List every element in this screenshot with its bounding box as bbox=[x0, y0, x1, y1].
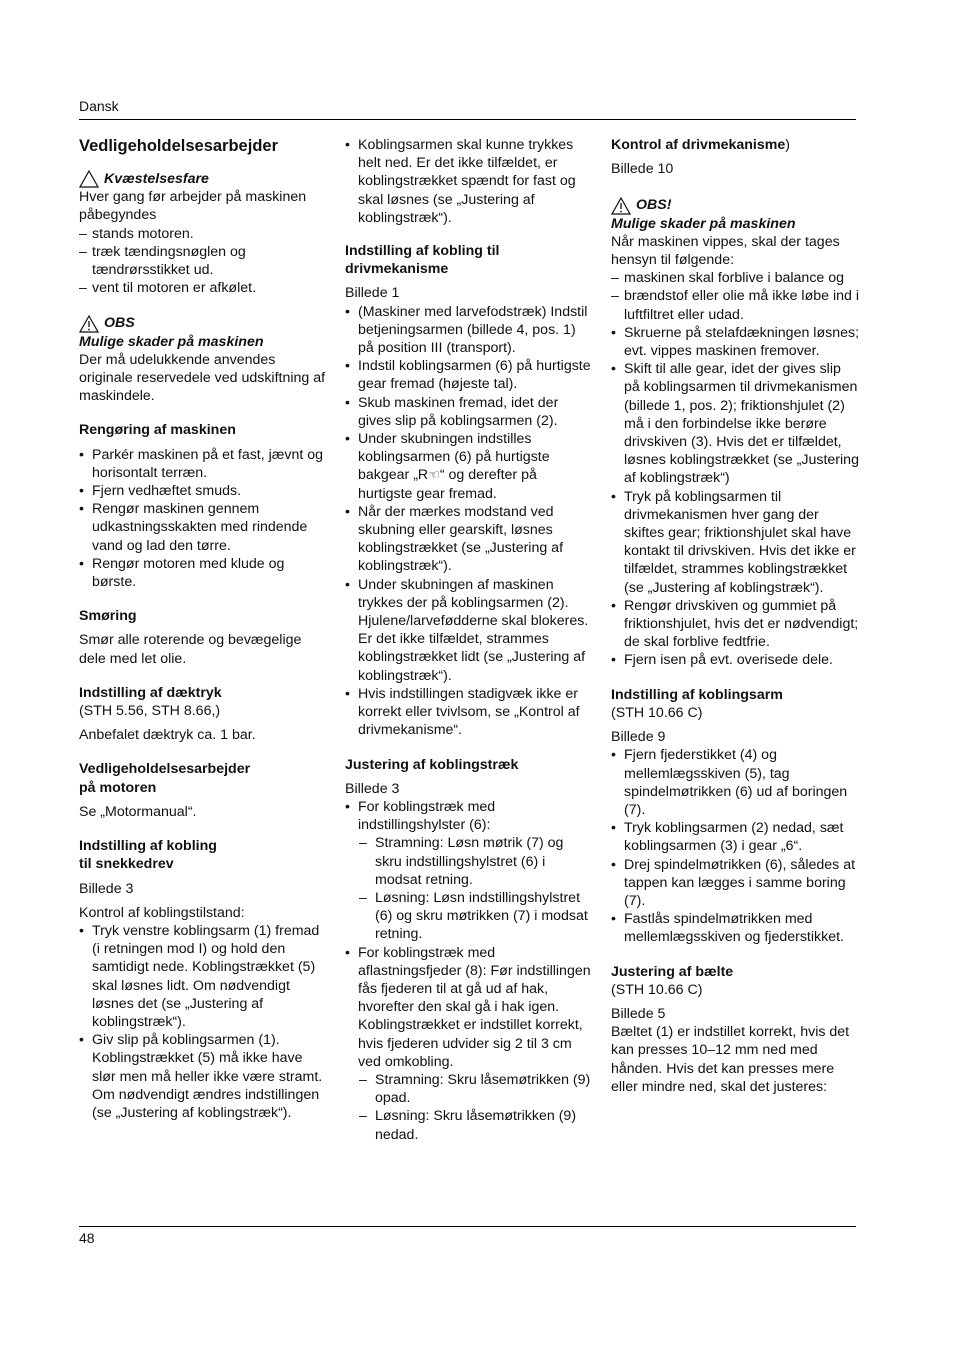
section-heading: Justering af bælte bbox=[611, 963, 734, 980]
list-item: – brændstof eller olie må ikke løbe ind i luftfiltret eller udad. bbox=[611, 287, 859, 323]
warning-triangle-icon bbox=[611, 197, 631, 215]
warning-intro: Hver gang før arbejder på maskinen påbegyndes bbox=[79, 189, 307, 224]
warning-label: OBS bbox=[104, 315, 135, 332]
warning-subtitle: Mulige skader på maskinen bbox=[79, 333, 264, 350]
list-item: • Skub maskinen fremad, idet der gives slip på koblingsarmen (2). bbox=[345, 394, 593, 430]
list-item bbox=[345, 798, 593, 944]
heading-suffix: ) bbox=[785, 137, 790, 153]
warning-injury bbox=[79, 170, 327, 188]
check-list bbox=[611, 324, 859, 670]
list-item: • Tryk på koblingsarmen til drivmekanismen hver gang der skiftes gear; friktionshjulet skal have kontakt til drivskiven. Hvis det ikke er tilfældet, strammes koblingstrækket (se „Justering af koblingstræk“). bbox=[611, 488, 859, 597]
paragraph: Se „Motormanual“. bbox=[79, 803, 197, 820]
section-heading: Smøring bbox=[79, 608, 137, 625]
warning-list bbox=[79, 225, 327, 298]
list-item: – stands motoren. bbox=[79, 225, 327, 243]
top-list bbox=[345, 136, 593, 227]
list-item: – vent til motoren er afkølet. bbox=[79, 279, 327, 297]
paragraph: Anbefalet dæktryk ca. 1 bar. bbox=[79, 727, 256, 744]
warning-triangle-icon bbox=[79, 170, 99, 188]
section-heading: Rengøring af maskinen bbox=[79, 422, 236, 439]
figure-reference: Billede 10 bbox=[611, 161, 674, 178]
list-item: • (Maskiner med larvefodstræk) Indstil betjeningsarmen (billede 4, pos. 1) på position III (transport). bbox=[345, 303, 593, 358]
list-item: • Når der mærkes modstand ved skubning eller gearskift, løsnes koblingstrækket (se „Justering af koblingstræk“). bbox=[345, 503, 593, 576]
warning-subtitle: Mulige skader på maskinen bbox=[611, 215, 796, 232]
list-item: • Fjern isen på evt. overisede dele. bbox=[611, 651, 859, 669]
item-text: For koblingstræk med aflastningsfjeder (8): Før indstillingen fås fjederen til at gå ud af hak, hvorefter den skal gå i hak igen. Koblingstrækket er indstillet korrekt, hvis fjederen udvider sig 2 til 3 cm ved omkobling. bbox=[358, 944, 591, 1070]
section-heading: Vedligeholdelsesarbejder bbox=[79, 761, 251, 778]
warning-obs bbox=[79, 314, 327, 332]
section-subheading: (STH 10.66 C) bbox=[611, 704, 703, 721]
section-heading-line bbox=[611, 136, 859, 154]
list-item: • Hvis indstillingen stadigvæk ikke er korrekt eller tvivlsom, se „Kontrol af drivmekanisme“. bbox=[345, 685, 593, 740]
list-item: • Rengør motoren med klude og børste. bbox=[79, 555, 327, 591]
list-item: • Skruerne på stelafdækningen løsnes; evt. vippes maskinen fremover. bbox=[611, 324, 859, 360]
warning-list bbox=[611, 269, 859, 324]
list-item: • Koblingsarmen skal kunne trykkes helt ned. Er det ikke tilfældet, er koblingstrækket spændt for fast og skal løsnes (se „Justering af koblingstræk“). bbox=[345, 136, 593, 227]
page-number: 48 bbox=[79, 1230, 95, 1246]
list-item: • Fjern fjederstikket (4) og mellemlægsskiven (5), tag spindelmøtrikken (6) ud af boringen (7). bbox=[611, 746, 859, 819]
arm-list bbox=[611, 746, 859, 946]
warning-label: Kvæstelsesfare bbox=[104, 171, 209, 187]
list-item: – træk tændingsnøglen og tændrørsstikket ud. bbox=[79, 243, 327, 279]
sub-list-item: – Stramning: Løsn møtrik (7) og skru indstillingshylstret (6) i modsat retning. bbox=[358, 834, 593, 889]
list-item bbox=[345, 944, 593, 1144]
section-heading: Indstilling af kobling til bbox=[345, 243, 500, 260]
list-item: • Skift til alle gear, idet der gives slip på koblingsarmen til drivmekanismen (billede 1, pos. 2); friktionshjulet (2) må i den forbindelse ikke berøre drivskiven (3). Hvis det er tilfældet, løsnes koblingstrækket (se „Justering af koblingstræk“) bbox=[611, 360, 859, 487]
item-text: For koblingstræk med indstillingshylster (6): bbox=[358, 798, 496, 834]
warning-obs bbox=[611, 196, 859, 214]
sub-list bbox=[358, 1071, 593, 1144]
figure-reference: Billede 3 bbox=[79, 880, 134, 897]
figure-reference: Billede 3 bbox=[345, 780, 400, 797]
list-item bbox=[345, 430, 593, 503]
list-item: • Tryk koblingsarmen (2) nedad, sæt koblingsarmen (3) i gear „6“. bbox=[611, 819, 859, 855]
sub-list-item: – Stramning: Skru låsemøtrikken (9) opad. bbox=[358, 1071, 593, 1107]
list-item: • Fastlås spindelmøtrikken med mellemlægsskiven og fjederstikket. bbox=[611, 910, 859, 946]
list-item: • Drej spindelmøtrikken (6), således at tappen kan lægges i samme boring (7). bbox=[611, 856, 859, 911]
page-title: Vedligeholdelsesarbejder bbox=[79, 137, 278, 155]
list-item: • Tryk venstre koblingsarm (1) fremad (i retningen mod I) og hold den samtidigt nede. Koblingstrækket (5) skal løsnes lidt. Om nødvendigt løsnes det (se „Justering af koblingstræk“). bbox=[79, 922, 327, 1031]
drive-list bbox=[345, 303, 593, 740]
section-heading: drivmekanisme bbox=[345, 261, 449, 278]
column-3 bbox=[611, 136, 859, 1096]
section-heading: Kontrol af drivmekanisme bbox=[611, 137, 786, 153]
figure-reference: Billede 1 bbox=[345, 285, 400, 302]
section-heading: Justering af koblingstræk bbox=[345, 756, 519, 773]
column-1 bbox=[79, 136, 327, 1122]
auger-list bbox=[79, 922, 327, 1122]
section-heading: til snekkedrev bbox=[79, 856, 174, 873]
warning-intro: Når maskinen vippes, skal der tages hensyn til følgende: bbox=[611, 233, 840, 269]
footer-rule bbox=[79, 1226, 856, 1227]
paragraph: Smør alle roterende og bevægelige dele med let olie. bbox=[79, 632, 302, 667]
sub-list-item: – Løsning: Løsn indstillingshylstret (6) og skru møtrikken (7) i modsat retning. bbox=[358, 889, 593, 944]
page-header-language: Dansk bbox=[79, 98, 119, 114]
item-text: “ og derefter på hurtigste gear fremad. bbox=[358, 467, 537, 502]
list-item: – maskinen skal forblive i balance og bbox=[611, 269, 859, 287]
list-item: • Rengør drivskiven og gummiet på friktionshjulet, hvis det er nødvendigt; de skal forblive fedtfrie. bbox=[611, 597, 859, 652]
list-item: • Indstil koblingsarmen (6) på hurtigste gear fremad (højeste tal). bbox=[345, 357, 593, 393]
cable-list bbox=[345, 798, 593, 1144]
warning-text: Der må udelukkende anvendes originale reservedele ved udskiftning af maskindele. bbox=[79, 351, 326, 405]
list-item: • Rengør maskinen gennem udkastningsskakten med rindende vand og lad den tørre. bbox=[79, 500, 327, 555]
section-subheading: (STH 5.56, STH 8.66,) bbox=[79, 703, 221, 720]
list-item: • Fjern vedhæftet smuds. bbox=[79, 482, 327, 500]
figure-reference: Billede 9 bbox=[611, 729, 666, 746]
warning-triangle-icon bbox=[79, 315, 99, 333]
paragraph: Bæltet (1) er indstillet korrekt, hvis det kan presses 10–12 mm ned med hånden. Hvis det kan presses mere eller mindre ned, skal det justeres: bbox=[611, 1024, 850, 1095]
section-heading: Indstilling af dæktryk bbox=[79, 684, 222, 701]
section-heading: Indstilling af koblingsarm bbox=[611, 686, 783, 703]
list-item: • Under skubningen af maskinen trykkes der på koblingsarmen (2). Hjulene/larvefødderne skal blokeres. Er det ikke tilfældet, strammes koblingstrækket lidt (se „Justering af koblingstræk“). bbox=[345, 576, 593, 685]
figure-reference: Billede 5 bbox=[611, 1005, 666, 1022]
sub-list bbox=[358, 834, 593, 943]
section-heading: på motoren bbox=[79, 779, 157, 796]
header-rule bbox=[79, 119, 856, 120]
list-item: • Parkér maskinen på et fast, jævnt og horisontalt terræn. bbox=[79, 446, 327, 482]
sub-list-item: – Løsning: Skru låsemøtrikken (9) nedad. bbox=[358, 1107, 593, 1143]
item-text: Under skubningen indstilles koblingsarmen (6) på hurtigste bakgear „R bbox=[358, 431, 550, 484]
section-heading: Indstilling af kobling bbox=[79, 838, 217, 855]
column-2 bbox=[345, 136, 593, 1144]
warning-label: OBS! bbox=[636, 197, 672, 214]
paragraph: Kontrol af koblingstilstand: bbox=[79, 904, 245, 921]
cleaning-list bbox=[79, 446, 327, 592]
list-item: • Giv slip på koblingsarmen (1). Koblingstrækket (5) må ikke have slør men må heller ikke være stramt. Om nødvendigt ændres indstillingen (se „Justering af koblingstræk“). bbox=[79, 1031, 327, 1122]
hand-pointer-icon: ☜ bbox=[428, 467, 440, 483]
section-subheading: (STH 10.66 C) bbox=[611, 981, 703, 998]
